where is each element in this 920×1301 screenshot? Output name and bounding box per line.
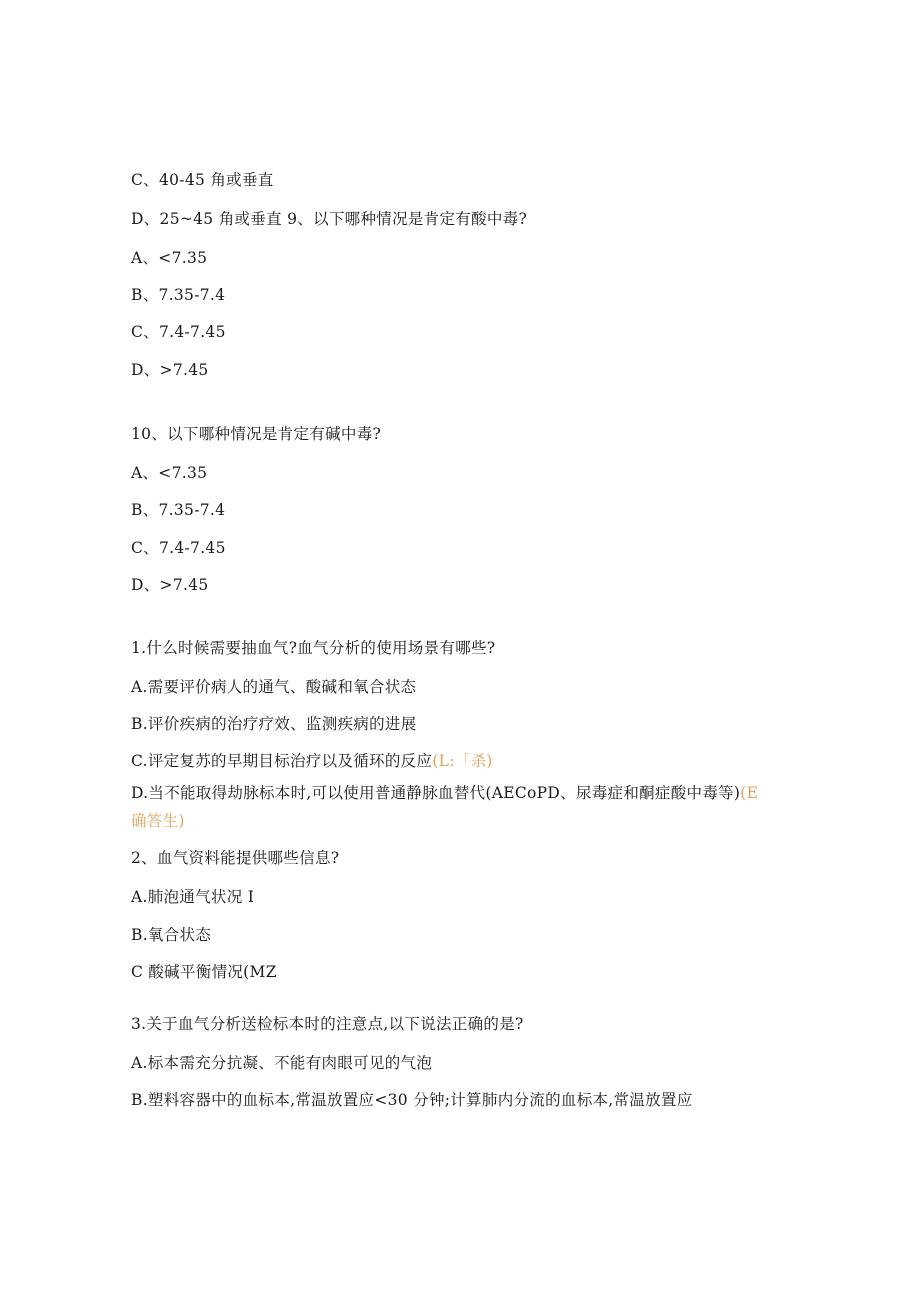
s2-option-a: A.肺泡通气状况 I (131, 888, 255, 906)
s3-question: 3.关于血气分析送检标本时的注意点,以下说法正确的是? (131, 1015, 524, 1033)
q10-question: 10、以下哪种情况是肯定有碱中毒? (131, 425, 382, 443)
s2-option-b: B.氧合状态 (131, 926, 212, 944)
q10-option-c: C、7.4-7.45 (131, 539, 226, 557)
s3-option-a: A.标本需充分抗凝、不能有肉眼可见的气泡 (131, 1054, 433, 1072)
s1-option-c (131, 751, 493, 771)
s1-question: 1.什么时候需要抽血气?血气分析的使用场景有哪些? (131, 639, 496, 657)
q9-option-c: C、7.4-7.45 (131, 323, 226, 341)
s3-option-b: B.塑料容器中的血标本,常温放置应<30 分钟;计算肺内分流的血标本,常温放置应 (131, 1091, 693, 1109)
q9-option-d: D、>7.45 (131, 361, 209, 379)
s2-option-c: C 酸碱平衡情况(MZ (131, 963, 277, 981)
q10-option-a: A、<7.35 (131, 464, 208, 482)
q10-option-d: D、>7.45 (131, 576, 209, 594)
q9-option-a: A、<7.35 (131, 249, 208, 267)
prev-option-c: C、40-45 角或垂直 (131, 171, 274, 189)
s1-option-c-annotation: (L:「杀) (432, 752, 493, 770)
q10-option-b: B、7.35-7.4 (131, 501, 226, 519)
s1-option-b: B.评价疾病的治疗疗效、监测疾病的进展 (131, 715, 417, 733)
s2-question: 2、血气资料能提供哪些信息? (131, 849, 340, 867)
s1-option-c-text: C.评定复苏的早期目标治疗以及循环的反应 (131, 752, 433, 770)
prev-option-d-with-q9: D、25~45 角或垂直 9、以下哪种情况是肯定有酸中毒? (131, 210, 528, 228)
s1-option-d-annotation: (E 确答生) (131, 784, 759, 830)
s1-option-d-text: D.当不能取得劫脉标本时,可以使用普通静脉血替代(AECoPD、尿毒症和酮症酸中毒等) (131, 784, 741, 802)
q9-option-b: B、7.35-7.4 (131, 286, 226, 304)
s1-option-a: A.需要评价病人的通气、酸碱和氧合状态 (131, 678, 417, 696)
s1-option-d (131, 779, 771, 835)
